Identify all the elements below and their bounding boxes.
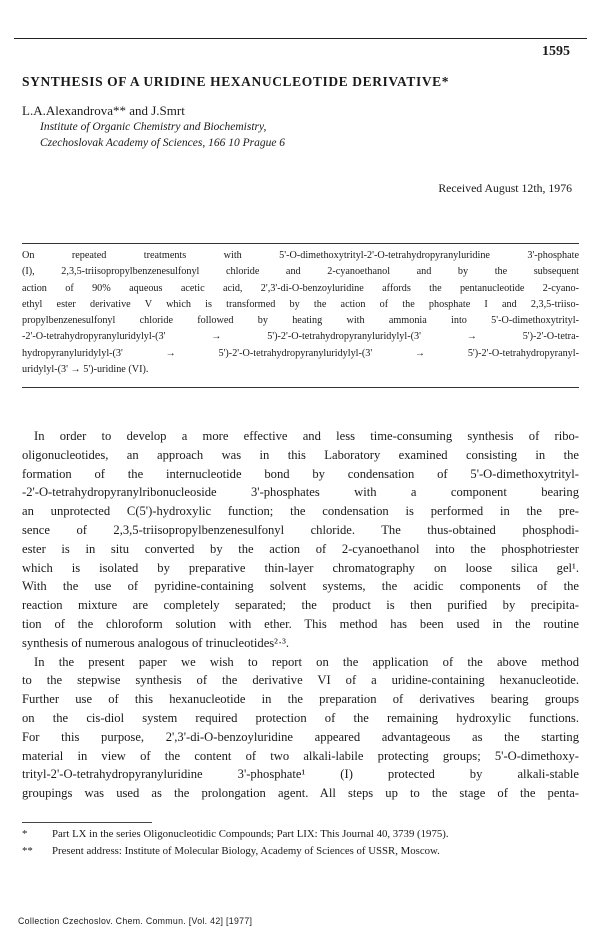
body-line: an unprotected C(5')-hydroxylic function; the condensation is performed in the pre- xyxy=(22,504,579,519)
footnote-text: Part LX in the series Oligonucleotidic Compounds; Part LIX: This Journal 40, 3739 (1975). xyxy=(52,828,449,840)
affiliation-line-2: Czechoslovak Academy of Sciences, 166 10 Prague 6 xyxy=(40,137,286,149)
body-line: -2'-O-tetrahydropyranylribonucleoside 3'-phosphates with a component bearing xyxy=(22,485,579,500)
body-line: Further use of this hexanucleotide in the preparation of derivatives bearing groups xyxy=(22,692,579,707)
body-line: groupings was used as the prolongation agent. All steps up to the stage of the penta- xyxy=(22,786,579,801)
body-line: For this purpose, 2',3'-di-O-benzoyluridine appeared advantageous as the starting xyxy=(22,729,579,744)
body-line: synthesis of numerous analogous of trinucleotides²·³. xyxy=(22,635,290,650)
abstract-line: ethyl ester derivative V which is transformed by the action of the phosphate I and 2,3,5-triiso- xyxy=(22,298,579,310)
body-line: oligonucleotides, an approach was in this Laboratory examined consisting in the xyxy=(22,447,579,462)
body-line: on the cis-diol system required protection of the remaining hydroxylic functions. xyxy=(22,710,579,725)
abstract-line: uridylyl-(3' → 5')-uridine (VI). xyxy=(22,364,149,376)
header-rule xyxy=(14,38,587,39)
affiliation-line-1: Institute of Organic Chemistry and Biochemistry, xyxy=(40,121,267,133)
abstract-line: action of 90% aqueous acetic acid, 2',3'-di-O-benzoyluridine affords the pentanucleotide 2-cyano- xyxy=(22,282,579,294)
abstract-top-rule xyxy=(22,243,579,244)
body-line: which is isolated by preparative thin-layer chromatography on loose silica gel¹. xyxy=(22,560,579,575)
body-line: In the present paper we wish to report on the application of the above method xyxy=(34,654,579,669)
body-line: material in view of the content of two alkali-labile protecting groups; 5'-O-dimethoxy- xyxy=(22,748,579,763)
abstract-line: propylbenzenesulfonyl chloride followed by heating with ammonia into 5'-O-dimethoxytrityl- xyxy=(22,315,579,327)
article-authors: L.A.Alexandrova** and J.Smrt xyxy=(22,103,185,118)
footnote xyxy=(22,826,579,843)
page-number: 1595 xyxy=(542,44,570,59)
footnote-mark: * xyxy=(22,828,28,840)
abstract-line: -2'-O-tetrahydropyranyluridylyl-(3' → 5')-2'-O-tetrahydropyranyluridylyl-(3' → 5')-2'-O-tetra- xyxy=(22,331,579,343)
abstract-bottom-rule xyxy=(22,387,579,388)
body-line: ester is in situ converted by the action of 2-cyanoethanol into the phosphotriester xyxy=(22,541,579,556)
footnote xyxy=(22,843,579,860)
body-line: In order to develop a more effective and less time-consuming synthesis of ribo- xyxy=(34,429,579,443)
body-line: to the stepwise synthesis of the derivative VI of a uridine-containing hexanucleotide. xyxy=(22,673,579,688)
article-title: SYNTHESIS OF A URIDINE HEXANUCLEOTIDE DERIVATIVE* xyxy=(22,74,450,89)
abstract-line: hydropyranyluridylyl-(3' → 5')-2'-O-tetrahydropyranyluridylyl-(3' → 5')-2'-O-tetrahydropyranyl- xyxy=(22,347,579,359)
body-line: sence of 2,3,5-triisopropylbenzenesulfonyl chloride. The thus-obtained phosphodi- xyxy=(22,522,579,537)
footnote-mark: ** xyxy=(22,845,33,857)
abstract xyxy=(22,248,579,378)
abstract-line: (I), 2,3,5-triisopropylbenzenesulfonyl chloride and 2-cyanoethanol and by the subsequent xyxy=(22,266,579,278)
received-date: Received August 12th, 1976 xyxy=(438,181,572,195)
footnotes xyxy=(22,826,579,860)
body-text xyxy=(22,427,579,803)
journal-footer: Collection Czechoslov. Chem. Commun. [Vol. 42] [1977] xyxy=(18,916,253,926)
footnote-text: Present address: Institute of Molecular Biology, Academy of Sciences of USSR, Moscow. xyxy=(52,845,440,857)
abstract-line: On repeated treatments with 5'-O-dimethoxytrityl-2'-O-tetrahydropyranyluridine 3'-phosphate xyxy=(22,250,579,261)
body-line: tion of the chloroform solution with ether. This method has been used in the routine xyxy=(22,616,579,631)
body-line: trityl-2'-O-tetrahydropyranyluridine 3'-phosphate¹ (I) protected by alkali-stable xyxy=(22,767,579,782)
footnote-rule xyxy=(22,822,152,823)
body-line: With the use of pyridine-containing solvent systems, the acidic components of the xyxy=(22,579,579,594)
body-line: formation of the internucleotide bond by condensation of 5'-O-dimethoxytrityl- xyxy=(22,466,579,481)
body-line: reaction mixture are completely separated; the product is then purified by precipita- xyxy=(22,598,579,613)
